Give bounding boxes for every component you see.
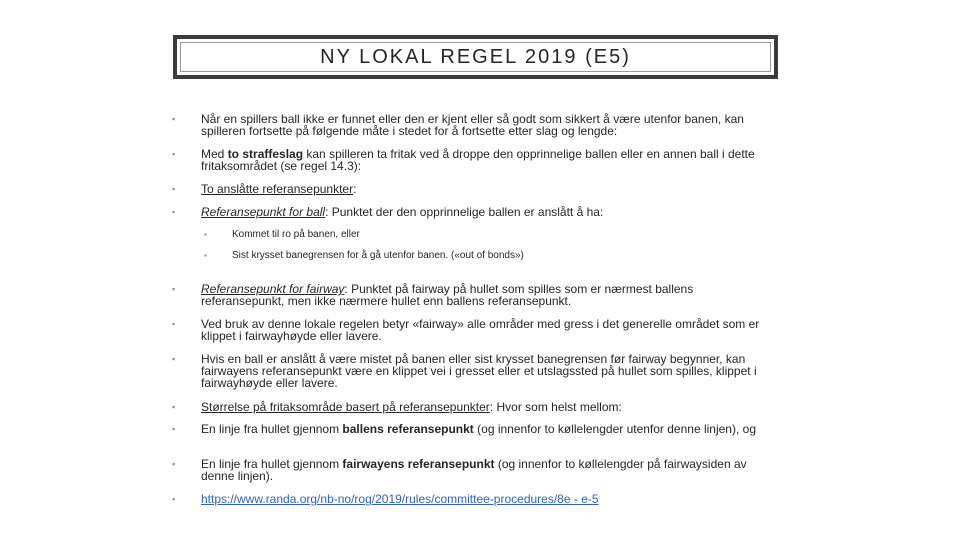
item-underlined: Størrelse på fritaksområde basert på referansepunkter (201, 400, 490, 414)
bullet-icon: ▪ (172, 284, 176, 294)
bullet-icon: ▪ (172, 184, 176, 194)
item-text: : Punktet der den opprinnelige ballen er anslått å ha: (325, 205, 604, 219)
list-item (170, 113, 775, 137)
bullet-icon: ▪ (172, 149, 176, 159)
bullet-icon: ▪ (172, 459, 176, 469)
item-underlined: Referansepunkt for fairway (201, 282, 345, 296)
item-underlined: Referansepunkt for ball (201, 205, 326, 219)
item-text: : (353, 182, 357, 196)
item-bold: ballens referansepunkt (342, 422, 474, 436)
list-item (170, 318, 775, 342)
list-item (170, 458, 775, 482)
sub-item-text: Sist krysset banegrensen for å gå utenfor banen. («out of bonds») (232, 250, 524, 261)
list-item (170, 423, 756, 435)
item-underlined: To anslåtte referansepunkter (201, 182, 354, 196)
rules-link[interactable]: https://www.randa.org/nb-no/rog/2019/rules/committee-procedures/8e - e-5 (201, 492, 599, 506)
item-text: En linje fra hullet gjennom (201, 422, 343, 436)
list-item (170, 401, 622, 413)
list-item (170, 353, 775, 389)
item-text: Hvis en ball er anslått å være mistet på banen eller sist krysset banegrensen før fairway begynner, kan fairwayens referansepunkt være en klippet vei i gresset eller et utslagssted på hullet som spilles, klippet i fairwayhøyde eller lavere. (201, 352, 757, 390)
item-text: Ved bruk av denne lokale regelen betyr «fairway» alle områder med gress i det generelle området som er klippet i fairwayhøyde eller lavere. (201, 317, 760, 343)
bullet-icon: ▪ (172, 424, 176, 434)
list-item (170, 493, 599, 505)
item-text: : Hvor som helst mellom: (489, 400, 622, 414)
bullet-icon: ▪ (172, 402, 176, 412)
item-bold: to straffeslag (227, 147, 304, 161)
item-text: kan spilleren ta fritak ved å droppe den opprinnelige ballen eller en annen ball i dette fritaksområdet (se regel 14.3): (201, 147, 755, 173)
bullet-icon: ▪ (172, 494, 176, 504)
item-text: Med (201, 147, 228, 161)
bullet-icon: ▪ (172, 354, 176, 364)
list-item (170, 206, 603, 218)
slide-title: NY LOKAL REGEL 2019 (E5) (320, 45, 631, 68)
list-item (170, 183, 356, 195)
item-text: (og innenfor to køllelengder på fairwaysiden av denne linjen). (201, 457, 747, 483)
item-bold: fairwayens referansepunkt (342, 457, 495, 471)
item-text: : Punktet på fairway på hullet som spilles som er nærmest ballens referansepunkt, men ikke nærmere hullet enn ballens referansepunkt. (201, 282, 694, 308)
list-item (170, 148, 775, 172)
item-text: En linje fra hullet gjennom (201, 457, 343, 471)
bullet-icon: ▪ (172, 114, 176, 124)
sub-item-text: Kommet til ro på banen, eller (232, 229, 360, 240)
bullet-icon: ▪ (204, 251, 207, 260)
bullet-icon: ▪ (172, 207, 176, 217)
bullet-icon: ▪ (172, 319, 176, 329)
title-box (173, 35, 778, 79)
sub-list-item (170, 250, 524, 261)
bullet-icon: ▪ (204, 230, 207, 239)
item-text: (og innenfor to køllelengder utenfor denne linjen), og (473, 422, 756, 436)
list-item (170, 283, 775, 307)
sub-list-item (170, 229, 360, 240)
item-text: Når en spillers ball ikke er funnet eller den er kjent eller så godt som sikkert å være utenfor banen, kan spilleren fortsette på følgende måte i stedet for å fortsette etter slag og lengde: (201, 112, 744, 138)
